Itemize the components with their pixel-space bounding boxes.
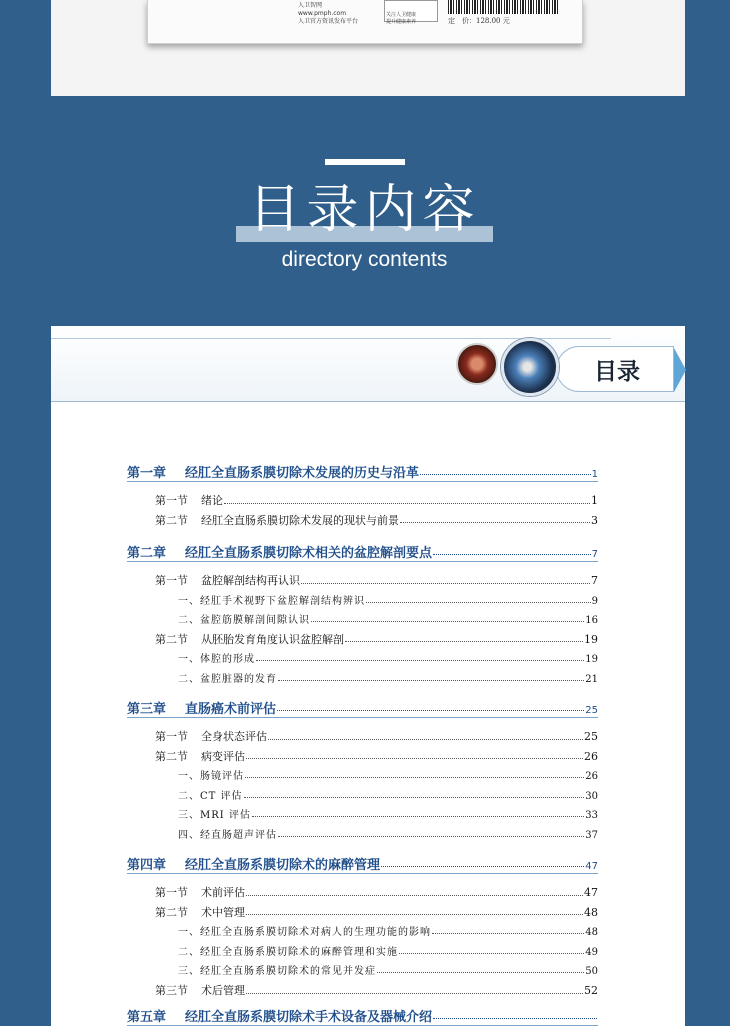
toc-subsection[interactable] xyxy=(178,962,598,977)
subsection-title: 二、盆腔筋膜解剖间隙认识 xyxy=(178,615,310,627)
section-number: 第三节 xyxy=(155,984,188,997)
section-subtitle: directory contents xyxy=(281,248,448,271)
contents-label: 目录 xyxy=(594,359,640,385)
endoscopic-image-icon xyxy=(456,343,498,385)
section-title: 术中管理 xyxy=(201,905,245,919)
section-number: 第二节 xyxy=(155,749,188,763)
page-number: 37 xyxy=(585,830,598,841)
dot-leader xyxy=(224,503,590,504)
dot-leader xyxy=(400,522,590,523)
dot-leader xyxy=(301,583,590,584)
dot-leader xyxy=(278,680,584,681)
toc-subsection[interactable] xyxy=(178,767,598,782)
dot-leader xyxy=(381,866,584,867)
subsection-title: 二、CT 评估 xyxy=(178,790,243,802)
dot-leader xyxy=(246,758,583,759)
contents-header xyxy=(51,326,685,402)
toc-chapter[interactable] xyxy=(127,462,598,481)
isbn-barcode xyxy=(448,0,558,14)
chapter-divider xyxy=(127,481,598,482)
toc-section[interactable] xyxy=(155,572,598,588)
page-number: 16 xyxy=(585,615,598,627)
chapter-number: 第一章 xyxy=(127,466,167,481)
publisher-info xyxy=(298,2,358,26)
page-number: 52 xyxy=(584,984,598,997)
page-number: 26 xyxy=(585,771,598,783)
toc-section[interactable] xyxy=(155,492,598,508)
subsection-title: 二、盆腔脏器的发育 xyxy=(178,674,277,685)
toc-section[interactable] xyxy=(155,904,598,920)
dot-leader xyxy=(433,1018,597,1019)
toc-chapter[interactable] xyxy=(127,542,598,561)
dot-leader xyxy=(246,914,583,915)
page-number: 47 xyxy=(584,886,598,899)
publisher-line: 人卫官方资讯发布平台 xyxy=(298,18,359,25)
toc-subsection[interactable] xyxy=(178,670,598,685)
dot-leader xyxy=(311,621,584,622)
chapter-title: 经肛全直肠系膜切除术相关的盆腔解剖要点 xyxy=(185,546,433,561)
toc-subsection[interactable] xyxy=(178,611,598,626)
publisher-line: 人卫智网 xyxy=(298,2,323,9)
section-number: 第一节 xyxy=(155,574,188,587)
section-number: 第二节 xyxy=(155,513,188,527)
subsection-title: 四、经直肠超声评估 xyxy=(178,830,277,841)
section-number: 第一节 xyxy=(155,494,188,507)
section-title: 从胚胎发育角度认识盆腔解剖 xyxy=(201,632,344,646)
dot-leader xyxy=(244,797,585,798)
section-title: 盆腔解剖结构再认识 xyxy=(201,574,300,587)
dot-leader xyxy=(432,933,584,934)
section-number: 第一节 xyxy=(155,886,188,899)
section-title: 全身状态评估 xyxy=(201,730,267,743)
toc-subsection[interactable] xyxy=(178,923,598,938)
page-number: 30 xyxy=(585,790,598,802)
page-number: 19 xyxy=(584,632,598,646)
book-price: 定 价：128.00 元 xyxy=(448,17,510,25)
chapter-divider xyxy=(127,717,598,718)
heading-accent-bar xyxy=(325,159,405,165)
page-number: 21 xyxy=(585,674,598,685)
chapter-title: 经肛全直肠系膜切除术发展的历史与沿革 xyxy=(185,466,420,481)
chapter-number: 第二章 xyxy=(127,546,167,561)
dot-leader xyxy=(420,474,591,475)
section-title: 术前评估 xyxy=(201,886,245,899)
dot-leader xyxy=(246,895,583,896)
toc-section[interactable] xyxy=(155,748,598,764)
toc-subsection[interactable] xyxy=(178,650,598,665)
subsection-title: 三、经肛全直肠系膜切除术的常见并发症 xyxy=(178,966,376,978)
dot-leader xyxy=(366,602,591,603)
page-number: 49 xyxy=(585,946,598,958)
publisher-line: www.pmph.com xyxy=(298,10,347,17)
dot-leader xyxy=(256,660,584,661)
chapter-number: 第三章 xyxy=(127,702,167,717)
toc-subsection[interactable] xyxy=(178,806,598,821)
page-number: 26 xyxy=(584,749,598,763)
page-number: 1 xyxy=(591,494,598,507)
section-number: 第二节 xyxy=(155,905,188,919)
page-number: 1 xyxy=(591,469,598,480)
subsection-title: 二、经肛全直肠系膜切除术的麻醉管理和实施 xyxy=(178,946,398,958)
page-number: 48 xyxy=(585,927,598,939)
page-number: 25 xyxy=(584,730,598,743)
toc-chapter[interactable] xyxy=(127,1006,598,1025)
chapter-number: 第四章 xyxy=(127,858,167,873)
subsection-title: 三、MRI 评估 xyxy=(178,810,251,822)
page-number: 33 xyxy=(585,810,598,822)
toc-section[interactable] xyxy=(155,728,598,744)
toc-section[interactable] xyxy=(155,512,598,528)
chapter-title: 经肛全直肠系膜切除术的麻醉管理 xyxy=(185,858,381,873)
chapter-title: 经肛全直肠系膜切除术手术设备及器械介绍 xyxy=(185,1010,433,1025)
toc-section[interactable] xyxy=(155,982,598,998)
toc-chapter[interactable] xyxy=(127,854,598,873)
page-number: 19 xyxy=(585,654,598,666)
page-number: 48 xyxy=(584,905,598,919)
toc-subsection[interactable] xyxy=(178,826,598,841)
chapter-divider xyxy=(127,873,598,874)
dot-leader xyxy=(377,972,584,973)
section-title: 绪论 xyxy=(201,494,223,507)
dot-leader xyxy=(245,777,584,778)
subsection-title: 一、经肛手术视野下盆腔解剖结构辨识 xyxy=(178,595,365,607)
page-number: 7 xyxy=(591,549,598,560)
section-number: 第二节 xyxy=(155,632,188,646)
chapter-divider xyxy=(127,561,598,562)
dot-leader xyxy=(345,641,583,642)
page-number: 50 xyxy=(585,966,598,978)
chapter-number: 第五章 xyxy=(127,1010,167,1025)
chapter-title: 直肠癌术前评估 xyxy=(185,702,277,717)
section-title: 经肛全直肠系膜切除术发展的现状与前景 xyxy=(201,513,399,527)
dot-leader xyxy=(246,993,583,994)
section-title: 术后管理 xyxy=(201,984,245,997)
toc-subsection[interactable] xyxy=(178,592,598,607)
qr-caption-line: 提升健康素养 xyxy=(386,19,417,25)
page-number: 47 xyxy=(585,861,598,872)
dot-leader xyxy=(433,554,591,555)
dot-leader xyxy=(268,739,583,740)
dot-leader xyxy=(399,953,584,954)
book-back-cover xyxy=(147,0,583,44)
section-number: 第一节 xyxy=(155,730,188,743)
subsection-title: 一、体腔的形成 xyxy=(178,654,255,666)
section-title: 目录内容 xyxy=(248,180,481,240)
toc-section[interactable] xyxy=(155,631,598,647)
page-number: 7 xyxy=(591,574,598,587)
toc-section[interactable] xyxy=(155,884,598,900)
subsection-title: 一、经肛全直肠系膜切除术对病人的生理功能的影响 xyxy=(178,927,431,939)
toc-chapter[interactable] xyxy=(127,698,598,717)
surgical-view-icon xyxy=(501,338,559,396)
toc-subsection[interactable] xyxy=(178,787,598,802)
contents-page xyxy=(51,326,685,1026)
page-number: 3 xyxy=(591,513,598,527)
page-number: 9 xyxy=(591,595,598,607)
dot-leader xyxy=(252,816,584,817)
subsection-title: 一、肠镜评估 xyxy=(178,771,244,783)
dot-leader xyxy=(277,710,584,711)
book-preview-card xyxy=(51,0,685,96)
page-number: 25 xyxy=(585,705,598,716)
qr-caption xyxy=(386,12,416,26)
section-title: 病变评估 xyxy=(201,749,245,763)
arrow-right-icon xyxy=(674,348,686,392)
dot-leader xyxy=(278,836,584,837)
toc-subsection[interactable] xyxy=(178,943,598,958)
qr-caption-line: 关注人卫健康 xyxy=(386,12,417,18)
